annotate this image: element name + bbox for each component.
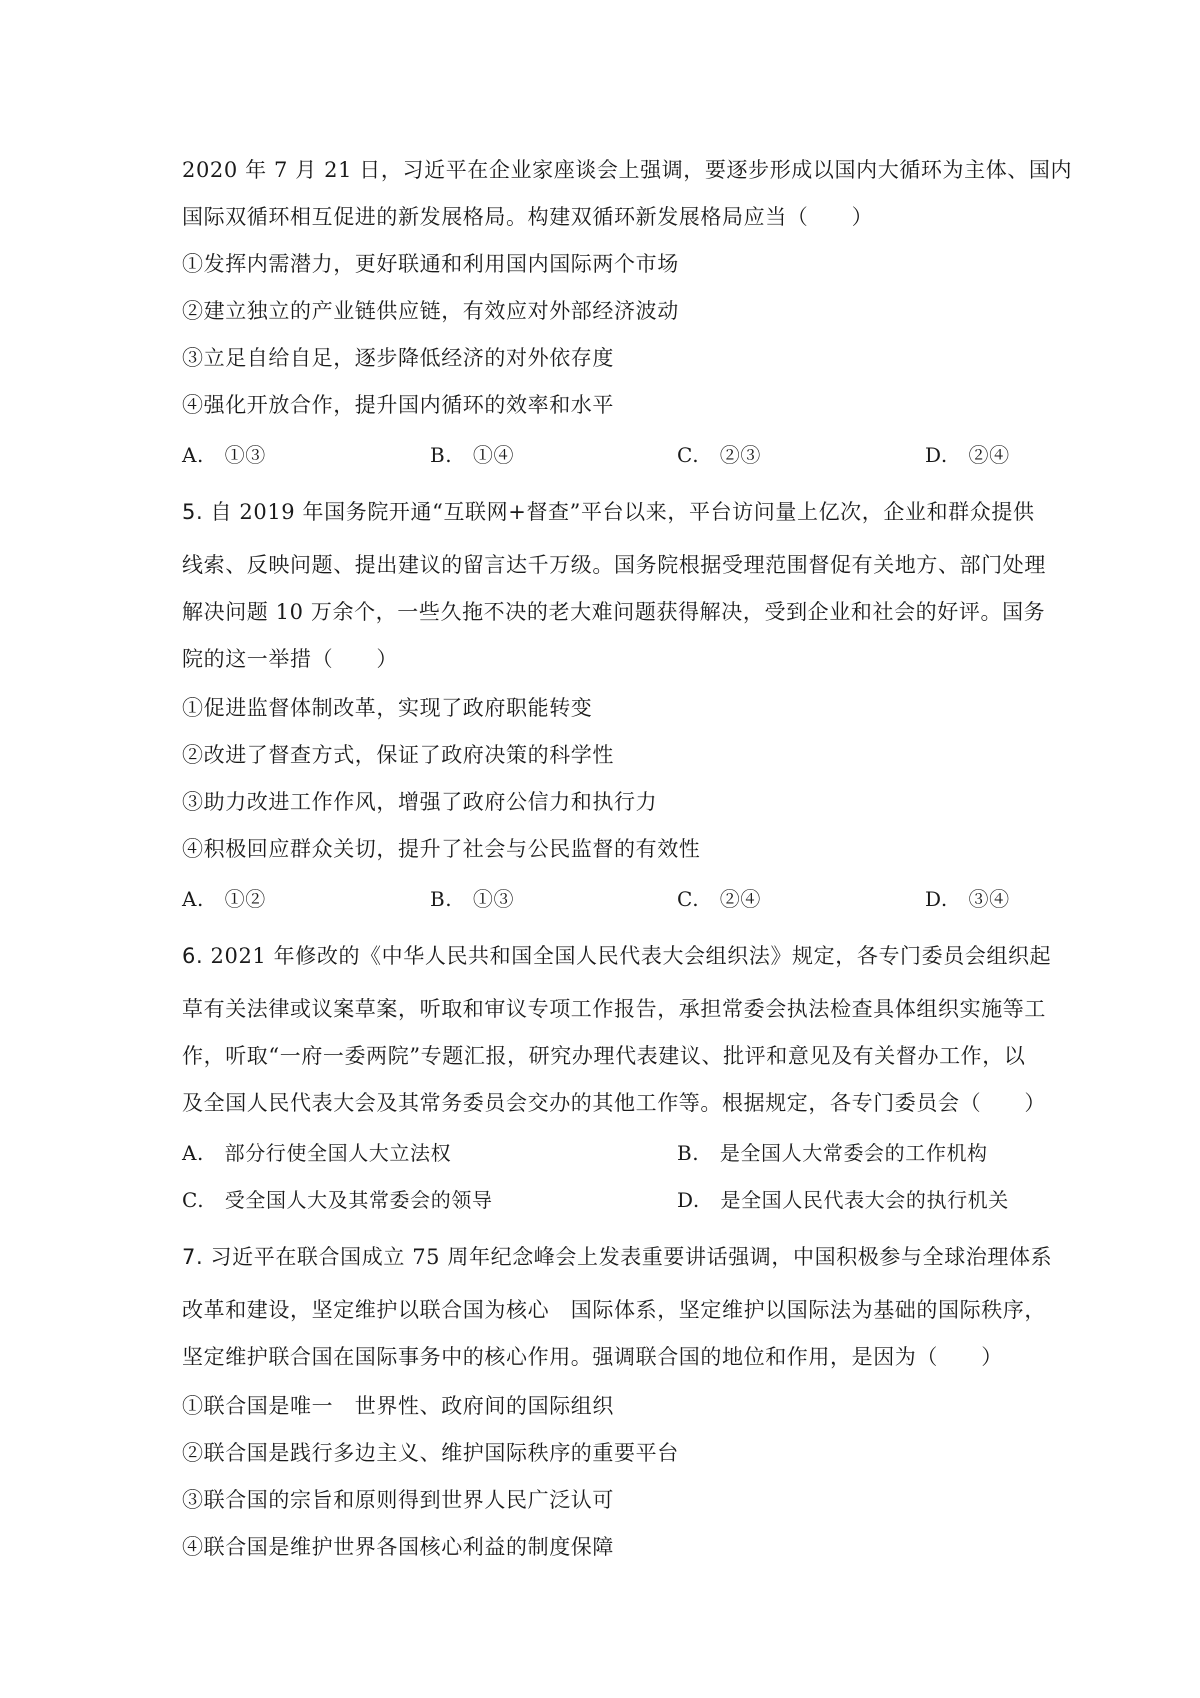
q4-item-3: ③立足自给自足，逐步降低经济的对外依存度 [182,346,614,370]
q4-item-4: ④强化开放合作，提升国内循环的效率和水平 [182,393,614,417]
q5-item-1: ①促进监督体制改革，实现了政府职能转变 [182,696,593,720]
q5-number: 5. [182,500,204,524]
q7-stem-line-2: 改革和建设，坚定维护以联合国为核心 国际体系，坚定维护以国际法为基础的国际秩序， [182,1298,1046,1322]
q7-stem-line-1-text: 习近平在联合国成立 75 周年纪念峰会上发表重要讲话强调，中国积极参与全球治理体系 [203,1245,1053,1269]
q6-option-d: D. 是全国人民代表大会的执行机关 [677,1188,1009,1212]
q5-item-4: ④积极回应群众关切，提升了社会与公民监督的有效性 [182,837,701,861]
q5-stem-line-3: 解决问题 10 万余个，一些久拖不决的老大难问题获得解决，受到企业和社会的好评。国务 [182,600,1046,624]
q5-option-b: B. ①③ [430,887,515,911]
q4-stem-line-1: 2020 年 7 月 21 日，习近平在企业家座谈会上强调，要逐步形成以国内大循环为主体、国内 [182,158,1073,182]
q5-stem-line-2: 线索、反映问题、提出建议的留言达千万级。国务院根据受理范围督促有关地方、部门处理 [182,553,1046,577]
q6-option-c: C. 受全国人大及其常委会的领导 [182,1188,493,1212]
q5-stem-line-4: 院的这一举措（ ） [182,647,398,671]
q4-option-c: C. ②③ [677,443,761,467]
q6-stem-line-1 [182,942,1051,970]
q7-number: 7. [182,1245,204,1269]
q5-stem-line-1 [182,498,1035,526]
q7-item-4: ④联合国是维护世界各国核心利益的制度保障 [182,1535,614,1559]
q6-stem-line-4: 及全国人民代表大会及其常务委员会交办的其他工作等。根据规定，各专门委员会（ ） [182,1091,1046,1115]
q7-item-3: ③联合国的宗旨和原则得到世界人民广泛认可 [182,1488,614,1512]
q5-option-d: D. ③④ [925,887,1010,911]
q6-stem-line-3: 作，听取“一府一委两院”专题汇报，研究办理代表建议、批评和意见及有关督办工作，以 [182,1044,1026,1068]
q5-option-c: C. ②④ [677,887,761,911]
q4-option-b: B. ①④ [430,443,515,467]
q6-option-b: B. 是全国人大常委会的工作机构 [677,1141,988,1165]
q6-stem-line-2: 草有关法律或议案草案，听取和审议专项工作报告，承担常委会执法检查具体组织实施等工 [182,997,1046,1021]
q4-item-1: ①发挥内需潜力，更好联通和利用国内国际两个市场 [182,252,679,276]
q4-option-a: A. ①③ [182,443,266,467]
q6-option-a: A. 部分行使全国人大立法权 [182,1141,452,1165]
q7-stem-line-3: 坚定维护联合国在国际事务中的核心作用。强调联合国的地位和作用，是因为（ ） [182,1345,1003,1369]
q6-stem-line-1-text: 2021 年修改的《中华人民共和国全国人民代表大会组织法》规定，各专门委员会组织起 [203,944,1052,968]
q7-item-2: ②联合国是践行多边主义、维护国际秩序的重要平台 [182,1441,679,1465]
q4-stem-line-2: 国际双循环相互促进的新发展格局。构建双循环新发展格局应当（ ） [182,205,874,229]
q5-stem-line-1-text: 自 2019 年国务院开通“互联网+督查”平台以来，平台访问量上亿次，企业和群众提供 [203,500,1035,524]
q7-stem-line-1 [182,1243,1052,1271]
q4-item-2: ②建立独立的产业链供应链，有效应对外部经济波动 [182,299,679,323]
q6-number: 6. [182,944,204,968]
q5-item-3: ③助力改进工作作风，增强了政府公信力和执行力 [182,790,658,814]
q5-option-a: A. ①② [182,887,266,911]
q7-item-1: ①联合国是唯一 世界性、政府间的国际组织 [182,1394,614,1418]
q5-item-2: ②改进了督查方式，保证了政府决策的科学性 [182,743,614,767]
q4-option-d: D. ②④ [925,443,1010,467]
